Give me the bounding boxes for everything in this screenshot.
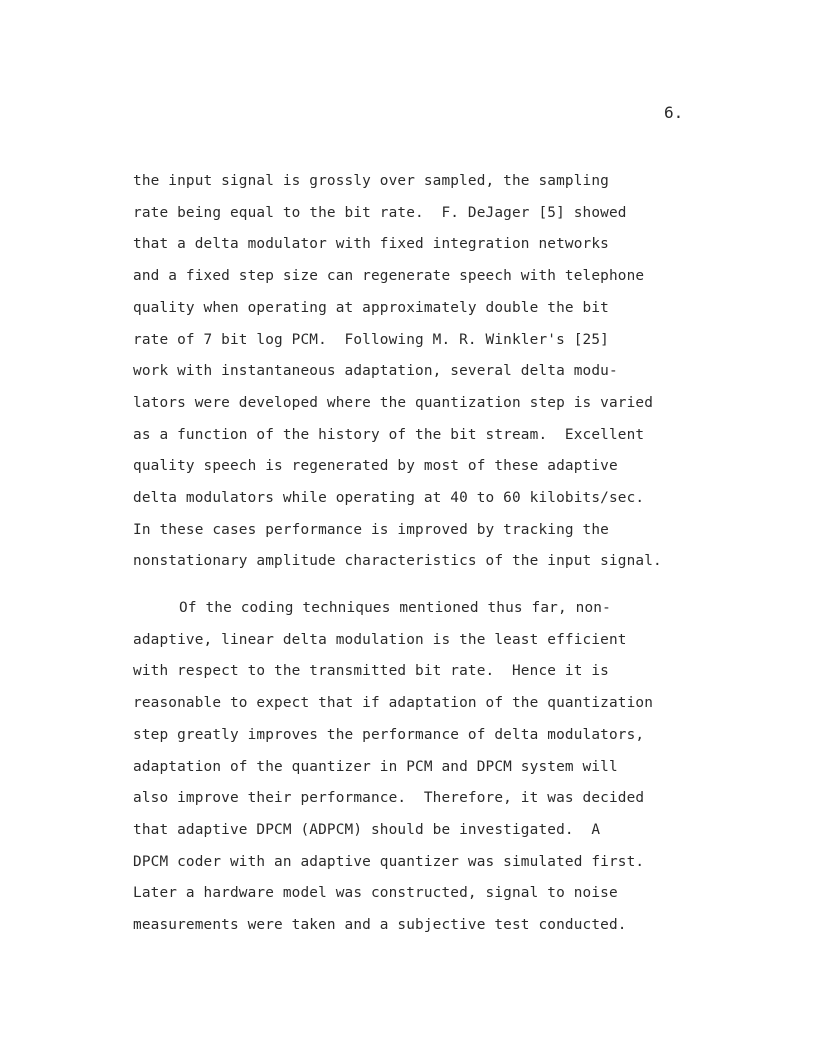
text-line: lators were developed where the quantization step is varied (133, 394, 654, 411)
text-line: Of the coding techniques mentioned thus far, non- (179, 600, 611, 616)
text-line: Later a hardware model was constructed, signal to noise (133, 885, 618, 902)
text-line: and a fixed step size can regenerate speech with telephone (133, 268, 645, 285)
text-line: with respect to the transmitted bit rate. Hence it is (133, 663, 609, 680)
text-line: that a delta modulator with fixed integration networks (133, 236, 609, 253)
text-line: quality speech is regenerated by most of these adaptive (133, 458, 618, 475)
text-line: rate being equal to the bit rate. F. DeJager [5] showed (133, 204, 627, 221)
text-line: step greatly improves the performance of delta modulators, (133, 726, 645, 743)
text-line: that adaptive DPCM (ADPCM) should be investigated. A (133, 821, 601, 838)
paragraph-1 (133, 166, 662, 578)
text-line: also improve their performance. Therefore, it was decided (133, 790, 645, 807)
text-line: rate of 7 bit log PCM. Following M. R. Winkler's [25] (133, 331, 609, 348)
text-line: the input signal is grossly over sampled, the sampling (133, 173, 609, 189)
page-number: 6. (664, 103, 684, 122)
text-line: DPCM coder with an adaptive quantizer was simulated first. (133, 853, 645, 870)
paragraph-2 (133, 593, 653, 942)
text-line: measurements were taken and a subjective test conducted. (133, 917, 627, 934)
text-line: In these cases performance is improved by tracking the (133, 521, 609, 538)
text-line: adaptation of the quantizer in PCM and DPCM system will (133, 758, 618, 775)
text-line: as a function of the history of the bit stream. Excellent (133, 426, 645, 443)
text-line: nonstationary amplitude characteristics of the input signal. (133, 553, 662, 570)
text-line: reasonable to expect that if adaptation of the quantization (133, 695, 654, 712)
text-line: delta modulators while operating at 40 to 60 kilobits/sec. (133, 490, 645, 507)
text-line: work with instantaneous adaptation, several delta modu- (133, 363, 618, 380)
text-line: adaptive, linear delta modulation is the least efficient (133, 631, 627, 648)
text-line: quality when operating at approximately double the bit (133, 299, 609, 316)
